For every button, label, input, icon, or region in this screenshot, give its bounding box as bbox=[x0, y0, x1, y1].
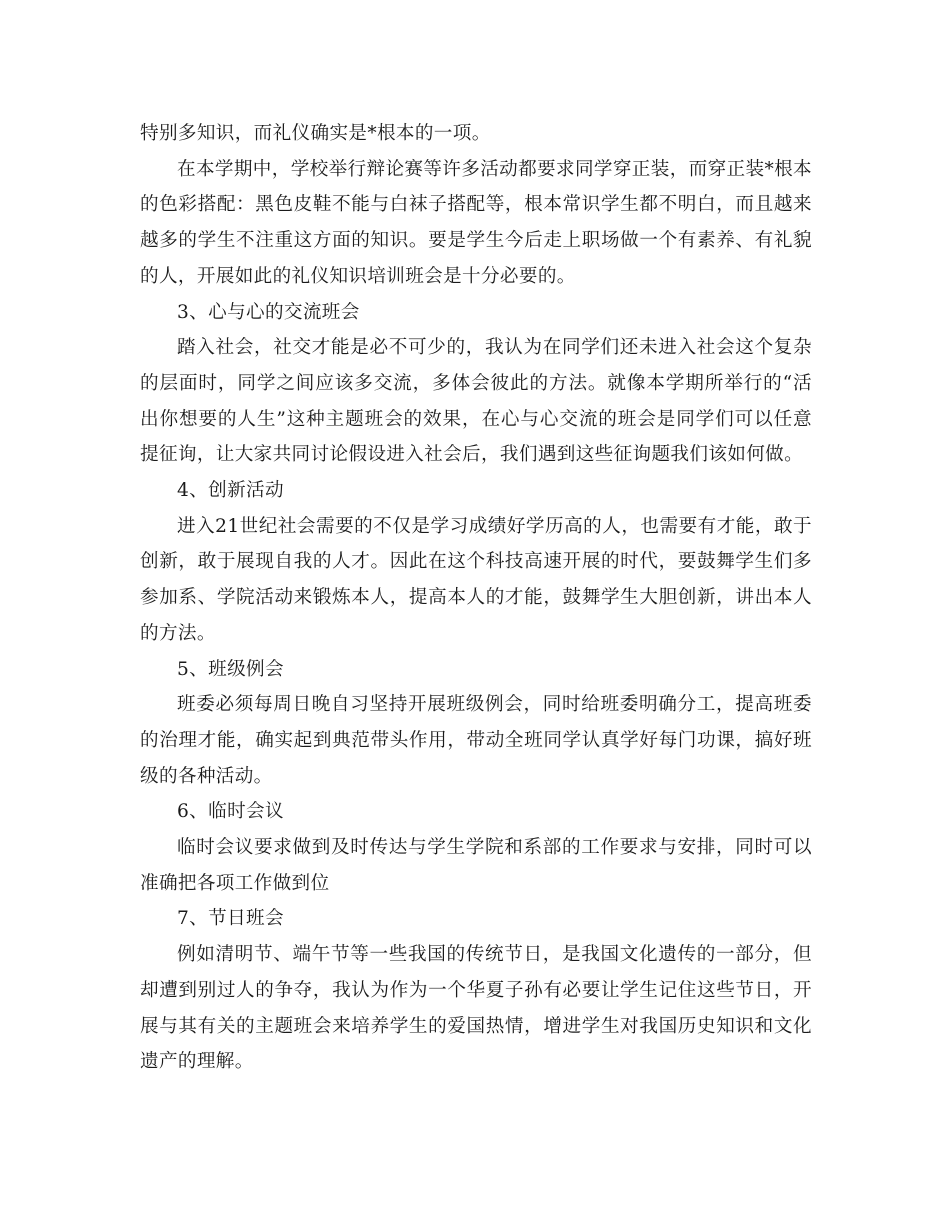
paragraph-innovation: 进入21世纪社会需要的不仅是学习成绩好学历高的人，也需要有才能，敢于创新，敢于展现自我的人才。因此在这个科技高速开展的时代，要鼓舞学生们多参加系、学院活动来锻炼本人，提高本人的才能，鼓舞学生大胆创新，讲出本人的方法。 bbox=[140, 515, 812, 644]
paragraph-temporary-meeting: 临时会议要求做到及时传达与学生学院和系部的工作要求与安排，同时可以准确把各项工作做到位 bbox=[140, 837, 812, 894]
section-heading-7: 7、节日班会 bbox=[177, 908, 284, 930]
paragraph-intro-continuation: 特别多知识，而礼仪确实是*根本的一项。 bbox=[140, 123, 491, 144]
section-heading-5: 5、班级例会 bbox=[177, 658, 284, 680]
paragraph-formal-dress: 在本学期中，学校举行辩论赛等许多活动都要求同学穿正装，而穿正装*根本的色彩搭配：黑色皮鞋不能与白袜子搭配等，根本常识学生都不明白，而且越来越多的学生不注重这方面的知识。要是学生今后走上职场做一个有素养、有礼貌的人，开展如此的礼仪知识培训班会是十分必要的。 bbox=[140, 158, 812, 287]
paragraph-festival-meeting: 例如清明节、端午节等一些我国的传统节日，是我国文化遗传的一部分，但却遭到别过人的争夺，我认为作为一个华夏子孙有必要让学生记住这些节日，开展与其有关的主题班会来培养学生的爱国热情，增进学生对我国历史知识和文化遗产的理解。 bbox=[140, 944, 812, 1073]
section-heading-4: 4、创新活动 bbox=[177, 480, 284, 502]
section-heading-3: 3、心与心的交流班会 bbox=[177, 301, 360, 323]
paragraph-heart-to-heart: 踏入社会，社交才能是必不可少的，我认为在同学们还未进入社会这个复杂的层面时，同学之间应该多交流，多体会彼此的方法。就像本学期所举行的“活出你想要的人生”这种主题班会的效果，在心与心交流的班会是同学们可以任意提征询，让大家共同讨论假设进入社会后，我们遇到这些征询题我们该如何做。 bbox=[140, 337, 812, 466]
paragraph-class-meeting: 班委必须每周日晚自习坚持开展班级例会，同时给班委明确分工，提高班委的治理才能，确实起到典范带头作用，带动全班同学认真学好每门功课，搞好班级的各种活动。 bbox=[140, 694, 812, 787]
document-body bbox=[140, 116, 812, 1080]
section-heading-6: 6、临时会议 bbox=[177, 801, 284, 823]
